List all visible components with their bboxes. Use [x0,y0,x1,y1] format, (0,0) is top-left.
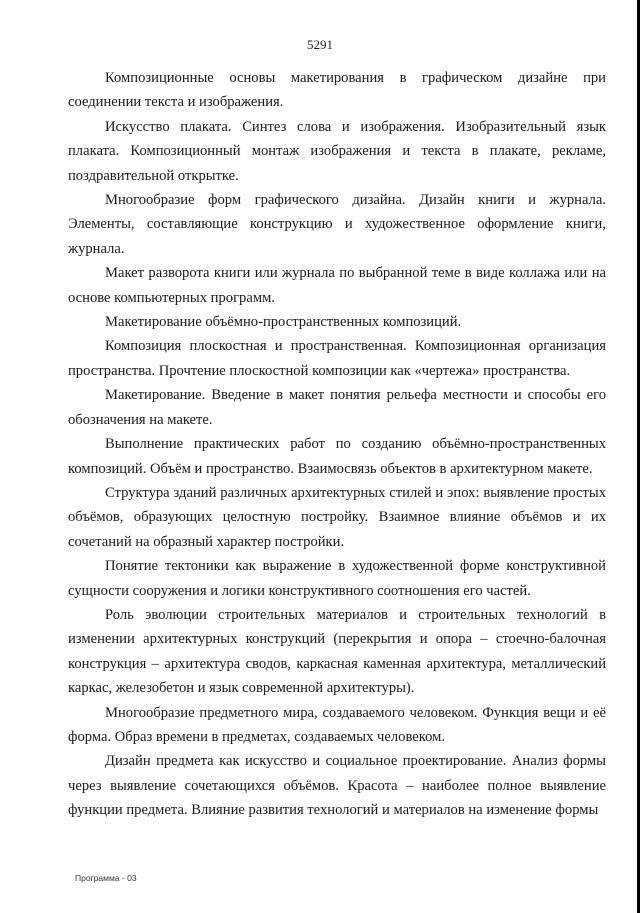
paragraph: Многообразие предметного мира, создаваемого человеком. Функция вещи и её форма. Образ времени в предметах, создаваемых человеком. [68,704,606,745]
paragraph: Выполнение практических работ по созданию объёмно-пространственных композиций. Объём и пространство. Взаимосвязь объектов в архитектурном макете. [68,436,606,477]
paragraph: Макетирование. Введение в макет понятия рельефа местности и способы его обозначения на макете. [68,387,606,428]
paragraph: Макетирование объёмно-пространственных композиций. [105,314,462,331]
paragraph: Искусство плаката. Синтез слова и изображения. Изобразительный язык плаката. Композиционный монтаж изображения и текста в плакате, рекламе, поздравительной открытке. [68,118,606,184]
paragraph: Понятие тектоники как выражение в художественной форме конструктивной сущности сооружения и логики конструктивного соотношения его частей. [68,558,606,599]
paragraph: Макет разворота книги или журнала по выбранной теме в виде коллажа или на основе компьютерных программ. [68,265,606,306]
paragraph: Композиционные основы макетирования в графическом дизайне при соединении текста и изображения. [68,70,606,111]
document-body [68,66,606,823]
paragraph: Роль эволюции строительных материалов и строительных технологий в изменении архитектурных конструкций (перекрытия и опора – стоечно-балочная конструкция – архитектура сводов, каркасная каменная архитектура, металлический каркас, железобетон и язык современной архитектуры). [68,606,606,697]
paragraph: Структура зданий различных архитектурных стилей и эпох: выявление простых объёмов, образующих целостную постройку. Взаимное влияние объёмов и их сочетаний на образный характер постройки. [68,484,606,550]
paragraph: Дизайн предмета как искусство и социальное проектирование. Анализ формы через выявление сочетающихся объёмов. Красота – наиболее полное выявление функции предмета. Влияние развития технологий и материалов на изменение формы [68,753,606,819]
page-number: 5291 [307,37,333,52]
paragraph: Композиция плоскостная и пространственная. Композиционная организация пространства. Прочтение плоскостной композиции как «чертежа» пространства. [68,338,606,379]
paragraph: Многообразие форм графического дизайна. Дизайн книги и журнала. Элементы, составляющие конструкцию и художественное оформление книги, журнала. [68,192,606,257]
page-footer: Программа - 03 [75,873,137,883]
